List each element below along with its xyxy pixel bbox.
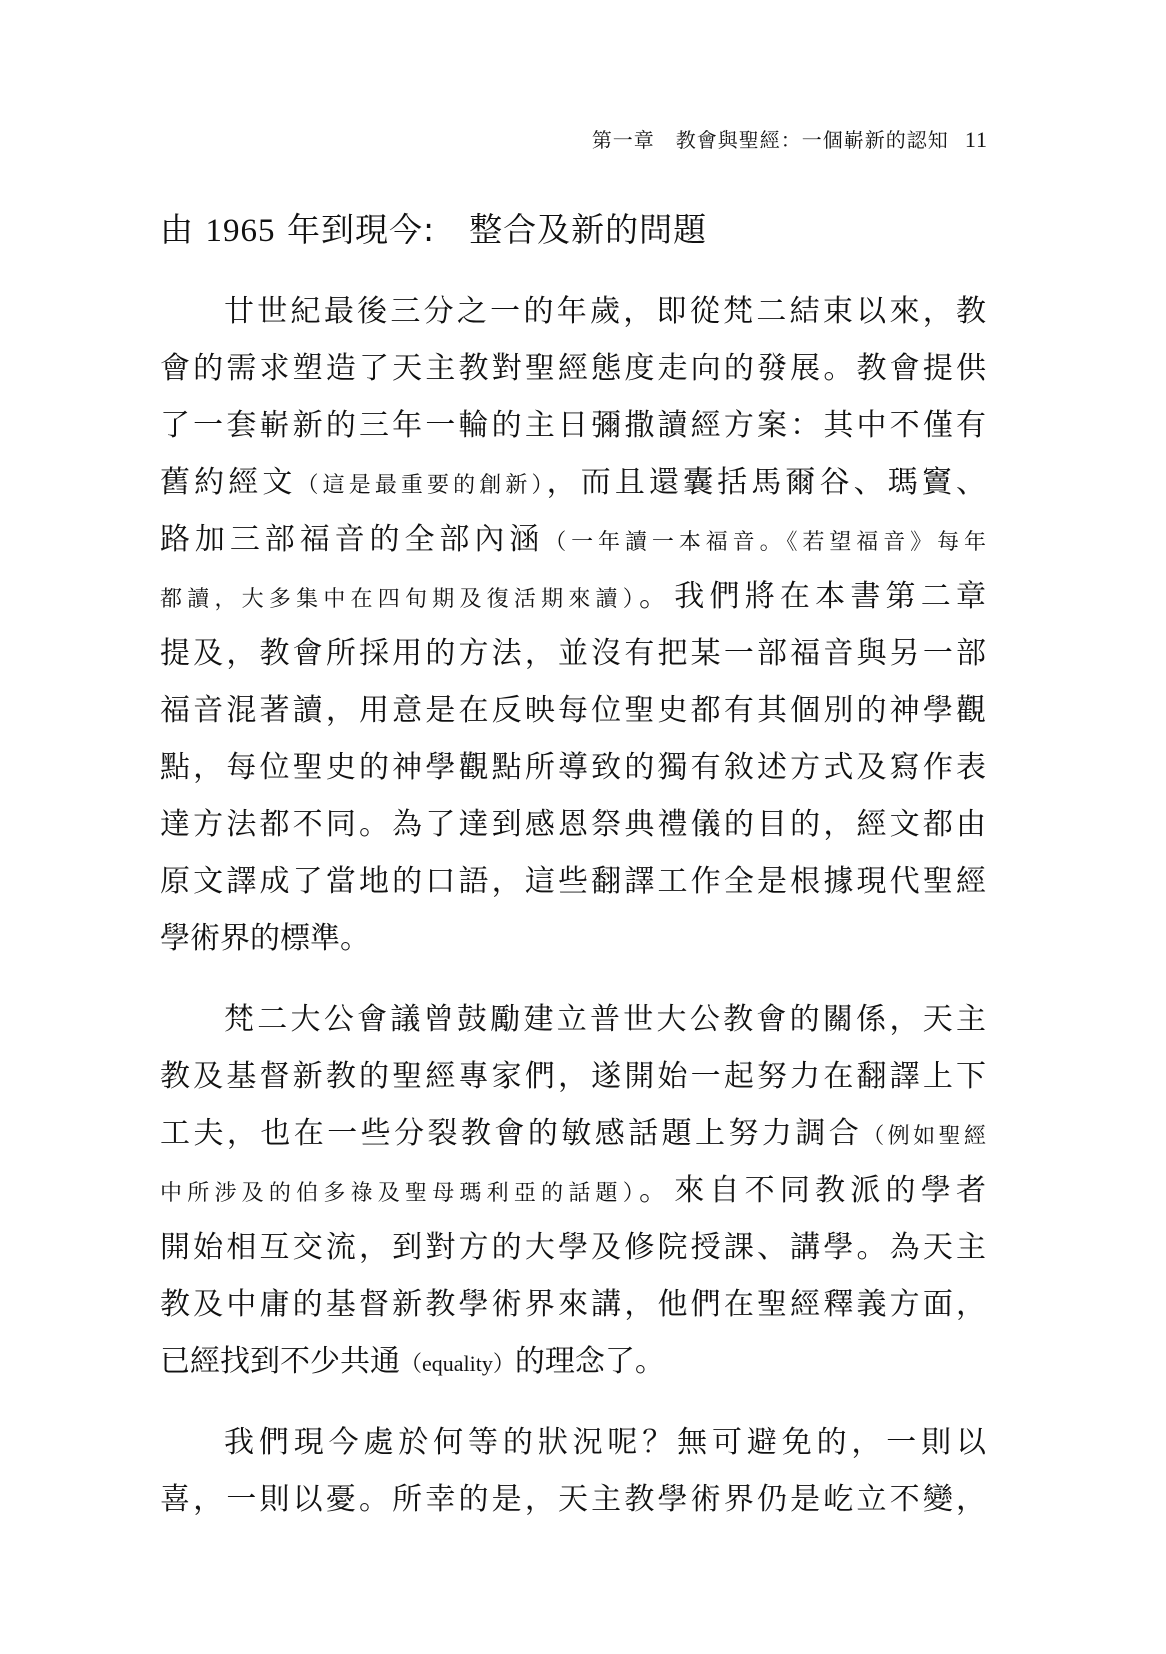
text-line: 喜，一則以憂。所幸的是，天主教學術界仍是屹立不變，: [160, 1482, 986, 1517]
line-text: 路加三部福音的全部內涵: [160, 522, 545, 557]
inline-note: （例如聖經: [862, 1124, 986, 1149]
text-line: 了一套嶄新的三年一輪的主日彌撒讀經方案：其中不僅有: [160, 408, 986, 443]
text-line: 廿世紀最後三分之一的年歲，即從梵二結束以來，教: [224, 294, 986, 329]
section-title: [160, 204, 707, 251]
text-line: 學術界的標準。: [160, 921, 370, 956]
text-line: [160, 1105, 986, 1162]
inline-note: （這是最重要的創新）: [296, 473, 547, 498]
text-line: [160, 1333, 986, 1390]
text-line: [160, 568, 986, 625]
running-header: [592, 124, 988, 153]
line-text: ，而且還囊括馬爾谷、瑪竇、: [546, 465, 986, 500]
inline-note: 都讀，大多集中在四旬期及復活期來讀）: [160, 587, 639, 612]
text-line: 教及中庸的基督新教學術界來講，他們在聖經釋義方面，: [160, 1287, 986, 1322]
line-text: 已經找到不少共通: [160, 1344, 400, 1379]
text-line: 福音混著讀，用意是在反映每位聖史都有其個別的神學觀: [160, 693, 986, 728]
text-line: 會的需求塑造了天主教對聖經態度走向的發展。教會提供: [160, 351, 986, 386]
text-line: 提及，教會所採用的方法，並沒有把某一部福音與另一部: [160, 636, 986, 671]
paragraph-2: [160, 991, 986, 1390]
section-title-suffix: 年到現今: 整合及新的問題: [275, 210, 708, 249]
line-text: 。我們將在本書第二章: [639, 579, 986, 614]
paren-open: （: [400, 1352, 423, 1377]
text-line: 達方法都不同。為了達到感恩祭典禮儀的目的，經文都由: [160, 807, 986, 842]
text-line: [160, 511, 986, 568]
body-text: [160, 283, 986, 1552]
text-line: 我們現今處於何等的狀況呢？無可避免的，一則以: [224, 1425, 986, 1460]
text-line: 原文譯成了當地的口語，這些翻譯工作全是根據現代聖經: [160, 864, 986, 899]
section-title-prefix: 由: [160, 210, 206, 249]
text-line: [160, 454, 986, 511]
text-line: [160, 1162, 986, 1219]
text-line: 教及基督新教的聖經專家們，遂開始一起努力在翻譯上下: [160, 1059, 986, 1094]
text-line: 開始相互交流，到對方的大學及修院授課、講學。為天主: [160, 1230, 986, 1265]
inline-note: 中所涉及的伯多祿及聖母瑪利亞的話題）: [160, 1181, 639, 1206]
line-text: 舊約經文: [160, 465, 297, 500]
section-title-year: 1965: [205, 213, 276, 249]
paren-close: ）: [492, 1352, 515, 1377]
line-text: 。來自不同教派的學者: [639, 1173, 986, 1208]
line-text: 的理念了。: [514, 1344, 665, 1379]
paragraph-3: [160, 1414, 986, 1528]
paragraph-1: [160, 283, 986, 967]
chapter-title: 第一章 教會與聖經：一個嶄新的認知: [591, 128, 949, 152]
line-text: 工夫，也在一些分裂教會的敏感話題上努力調合: [160, 1116, 863, 1151]
page-number: 11: [964, 127, 988, 152]
text-line: 梵二大公會議曾鼓勵建立普世大公教會的關係，天主: [224, 1002, 986, 1037]
inline-note: （一年讀一本福音。《若望福音》每年: [544, 530, 986, 555]
text-line: 點，每位聖史的神學觀點所導致的獨有敘述方式及寫作表: [160, 750, 986, 785]
english-term: equality: [422, 1351, 493, 1376]
